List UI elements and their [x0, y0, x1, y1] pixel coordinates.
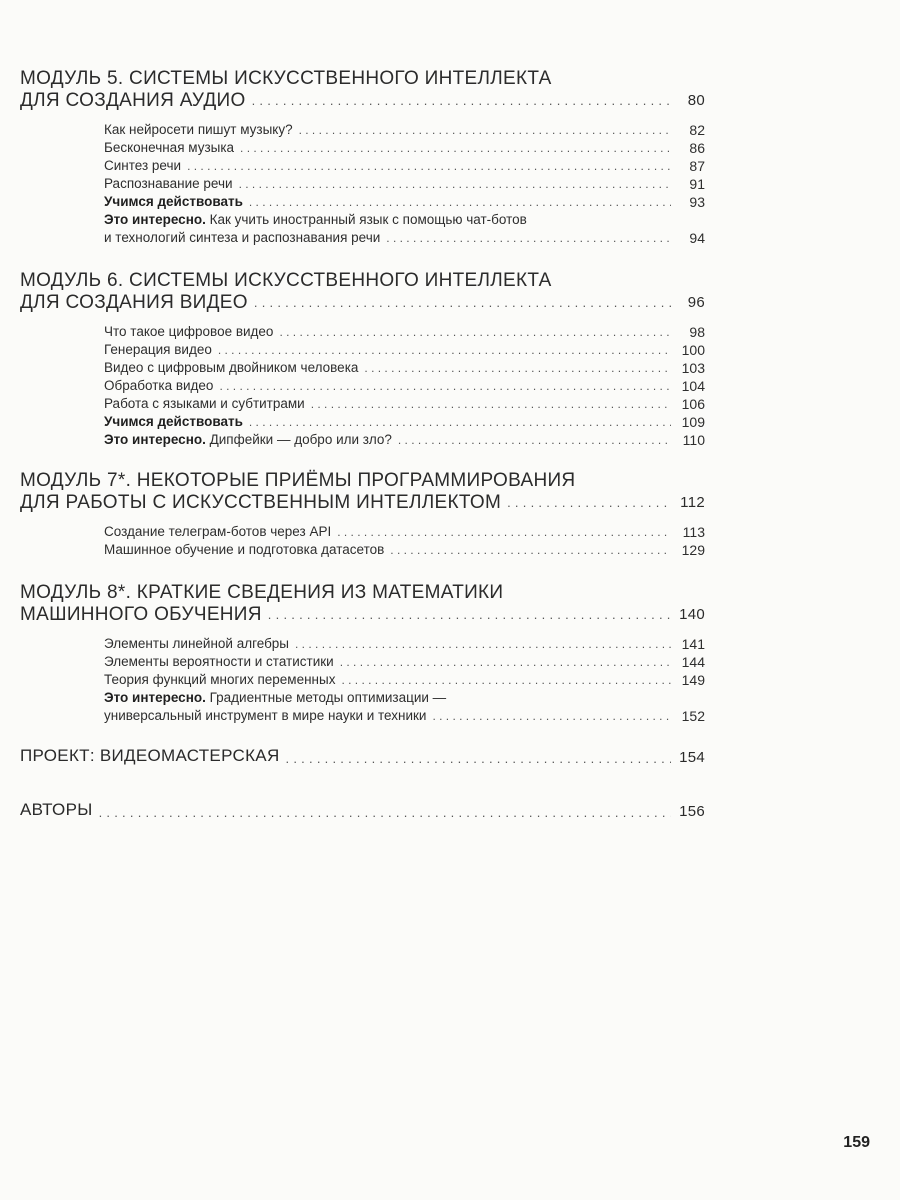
module-title-line2: ДЛЯ СОЗДАНИЯ АУДИО — [20, 90, 246, 111]
module-7 — [20, 470, 705, 559]
leader-dots — [268, 604, 671, 626]
leader-dots — [240, 139, 671, 157]
leader-dots — [249, 413, 671, 431]
entry-title: Учимся действовать — [104, 414, 243, 429]
entry-page: 103 — [681, 360, 705, 376]
page-number: 159 — [843, 1134, 870, 1151]
authors-title: АВТОРЫ — [20, 800, 93, 819]
authors-page: 156 — [679, 803, 705, 820]
entry-page: 141 — [681, 636, 705, 652]
entry-line2-row — [104, 707, 705, 725]
entry-page: 100 — [681, 342, 705, 358]
toc-entry-multiline — [104, 689, 705, 725]
entry-page: 82 — [689, 122, 705, 138]
module-title-line2: ДЛЯ РАБОТЫ С ИСКУССТВЕННЫМ ИНТЕЛЛЕКТОМ — [20, 492, 502, 513]
module-8 — [20, 582, 705, 725]
module-entries — [104, 523, 705, 559]
leader-dots — [299, 121, 671, 139]
leader-dots — [398, 431, 671, 449]
module-title-line2-row — [20, 90, 705, 112]
leader-dots — [254, 292, 671, 314]
toc-entry — [104, 359, 705, 377]
entry-title: Элементы линейной алгебры — [104, 636, 290, 651]
leader-dots — [99, 805, 671, 820]
entry-title: Что такое цифровое видео — [104, 324, 274, 339]
module-title-line2: ДЛЯ СОЗДАНИЯ ВИДЕО — [20, 292, 248, 313]
entry-text-line2: универсальный инструмент в мире науки и техники — [104, 708, 427, 723]
module-page: 80 — [687, 92, 705, 109]
entry-page: 91 — [689, 176, 705, 192]
entry-page: 109 — [681, 414, 705, 430]
module-title-line1: МОДУЛЬ 7*. НЕКОТОРЫЕ ПРИЁМЫ ПРОГРАММИРОВАНИЯ — [20, 470, 576, 491]
toc-entry — [104, 431, 705, 449]
entry-title: Видео с цифровым двойником человека — [104, 360, 359, 375]
toc-entry — [104, 541, 705, 559]
entry-title: Теория функций многих переменных — [104, 672, 336, 687]
entry-title: Учимся действовать — [104, 194, 243, 209]
entry-title: Синтез речи — [104, 158, 182, 173]
module-entries — [104, 323, 705, 449]
leader-dots — [341, 671, 671, 689]
toc-entry — [104, 121, 705, 139]
leader-dots — [311, 395, 671, 413]
entry-line1 — [104, 211, 705, 229]
entry-page: 152 — [681, 708, 705, 724]
leader-dots — [432, 707, 671, 725]
toc-entry — [104, 193, 705, 211]
entry-title: Как нейросети пишут музыку? — [104, 122, 293, 137]
entry-page: 104 — [681, 378, 705, 394]
module-page: 112 — [680, 494, 705, 511]
module-title-line2-row — [20, 604, 705, 626]
leader-dots — [364, 359, 671, 377]
leader-dots — [187, 157, 671, 175]
entry-text: Дипфейки — добро или зло? — [205, 432, 392, 447]
entry-page: 106 — [681, 396, 705, 412]
entry-text-line2: и технологий синтеза и распознавания речи — [104, 230, 381, 245]
entry-title — [104, 431, 392, 449]
leader-dots — [386, 229, 671, 247]
entry-text: Градиентные методы оптимизации — — [205, 690, 447, 705]
entry-page: 144 — [681, 654, 705, 670]
leader-dots — [295, 635, 671, 653]
entry-line2-row — [104, 229, 705, 247]
leader-dots — [239, 175, 671, 193]
module-entries — [104, 121, 705, 247]
leader-dots — [252, 90, 671, 112]
leader-dots — [219, 377, 671, 395]
module-6 — [20, 270, 705, 449]
leader-dots — [218, 341, 671, 359]
toc-entry — [104, 413, 705, 431]
toc-entry — [104, 671, 705, 689]
module-title-line1: МОДУЛЬ 5. СИСТЕМЫ ИСКУССТВЕННОГО ИНТЕЛЛЕКТА — [20, 68, 552, 89]
project-title: ПРОЕКТ: ВИДЕОМАСТЕРСКАЯ — [20, 746, 280, 765]
entry-page: 93 — [689, 194, 705, 210]
toc-entry — [104, 635, 705, 653]
toc-entry — [104, 341, 705, 359]
entry-text: Как учить иностранный язык с помощью чат-ботов — [205, 212, 527, 227]
leader-dots — [507, 492, 671, 514]
module-title-line1: МОДУЛЬ 6. СИСТЕМЫ ИСКУССТВЕННОГО ИНТЕЛЛЕКТА — [20, 270, 552, 291]
entry-page: 113 — [682, 524, 705, 540]
project-entry — [20, 746, 705, 766]
entry-page: 87 — [689, 158, 705, 174]
module-title-line2: МАШИННОГО ОБУЧЕНИЯ — [20, 604, 262, 625]
leader-dots — [337, 523, 671, 541]
module-5 — [20, 68, 705, 247]
entry-title: Машинное обучение и подготовка датасетов — [104, 542, 385, 557]
toc-entry — [104, 323, 705, 341]
entry-page: 110 — [682, 432, 705, 448]
entry-title: Распознавание речи — [104, 176, 233, 191]
module-title-line2-row — [20, 292, 705, 314]
leader-dots — [279, 323, 671, 341]
toc-entry — [104, 377, 705, 395]
authors-entry — [20, 800, 705, 820]
entry-page: 86 — [689, 140, 705, 156]
leader-dots — [340, 653, 671, 671]
toc-entry — [104, 523, 705, 541]
entry-line1 — [104, 689, 705, 707]
toc-entry-multiline — [104, 211, 705, 247]
entry-title: Создание телеграм-ботов через API — [104, 524, 332, 539]
entry-bold-prefix: Это интересно. — [104, 212, 206, 227]
entry-page: 94 — [689, 230, 705, 246]
toc-entry — [104, 175, 705, 193]
entry-title: Генерация видео — [104, 342, 212, 357]
module-title-line2-row — [20, 492, 705, 514]
leader-dots — [286, 751, 671, 766]
entry-title: Бесконечная музыка — [104, 140, 235, 155]
toc-entry — [104, 139, 705, 157]
toc-entry — [104, 395, 705, 413]
entry-title: Обработка видео — [104, 378, 214, 393]
module-title-line1: МОДУЛЬ 8*. КРАТКИЕ СВЕДЕНИЯ ИЗ МАТЕМАТИКИ — [20, 582, 504, 603]
module-page: 96 — [687, 294, 705, 311]
project-page: 154 — [679, 749, 705, 766]
leader-dots — [390, 541, 671, 559]
entry-title: Работа с языками и субтитрами — [104, 396, 305, 411]
entry-bold-prefix: Это интересно. — [104, 432, 206, 447]
toc-entry — [104, 157, 705, 175]
entry-page: 149 — [681, 672, 705, 688]
entry-page: 129 — [681, 542, 705, 558]
entry-bold-prefix: Это интересно. — [104, 690, 206, 705]
module-page: 140 — [679, 606, 705, 623]
toc-entry — [104, 653, 705, 671]
module-entries — [104, 635, 705, 725]
entry-page: 98 — [689, 324, 705, 340]
entry-title: Элементы вероятности и статистики — [104, 654, 334, 669]
leader-dots — [249, 193, 671, 211]
